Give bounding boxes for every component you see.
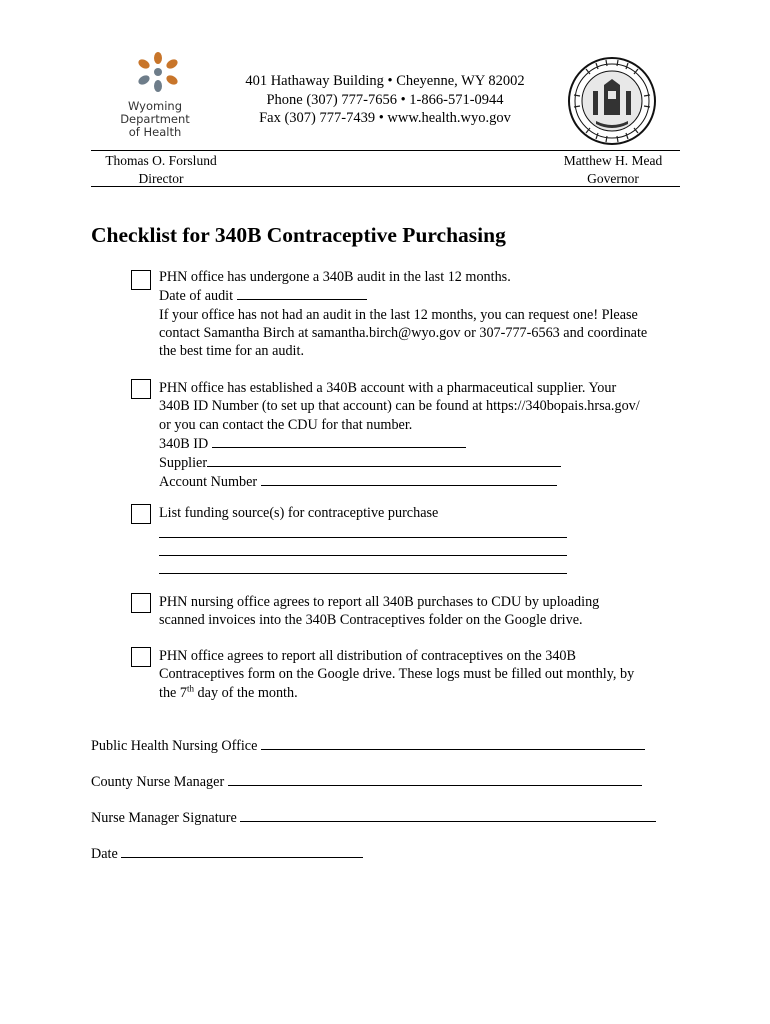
ordinal-suffix: th	[186, 682, 194, 693]
account-number-field[interactable]	[159, 472, 689, 491]
address-line: 401 Hathaway Building • Cheyenne, WY 82002	[245, 73, 525, 89]
340b-id-field[interactable]	[159, 434, 689, 453]
letterhead-top-rule	[91, 150, 680, 151]
page-title: Checklist for 340B Contraceptive Purchasing	[91, 223, 506, 247]
checklist-item-funding	[159, 504, 689, 577]
supplier-blank[interactable]	[207, 453, 561, 467]
funding-blank[interactable]	[159, 560, 567, 574]
date-label: Date	[91, 846, 122, 862]
funding-line-3[interactable]	[159, 559, 689, 577]
item-text: List funding source(s) for contraceptive purchase	[159, 505, 439, 521]
logo-text-line3: of Health	[128, 125, 182, 139]
report-distribution-checkbox[interactable]	[131, 647, 151, 667]
report-purchases-checkbox[interactable]	[131, 593, 151, 613]
director-block	[96, 152, 226, 188]
item-text: PHN office has established a 340B account with a pharmaceutical supplier. Your	[159, 380, 617, 396]
funding-line-2[interactable]	[159, 541, 689, 559]
audit-checkbox[interactable]	[131, 270, 151, 290]
funding-line-1[interactable]	[159, 522, 689, 540]
supplier-label: Supplier	[159, 455, 208, 472]
audit-date-field[interactable]	[159, 286, 689, 305]
director-title: Director	[138, 171, 184, 186]
supplier-field[interactable]	[159, 453, 689, 472]
office-field[interactable]	[91, 736, 645, 755]
checklist-item-account	[159, 379, 689, 492]
governor-name: Matthew H. Mead	[563, 153, 663, 168]
date-field[interactable]	[91, 844, 363, 863]
item-text: PHN nursing office agrees to report all 340B purchases to CDU by uploading	[159, 594, 600, 610]
letterhead-address	[200, 72, 570, 128]
account-checkbox[interactable]	[131, 379, 151, 399]
item-text: If your office has not had an audit in the last 12 months, you can request one! Please	[159, 306, 638, 323]
date-blank[interactable]	[121, 844, 363, 858]
audit-date-label: Date of audit	[159, 288, 237, 305]
state-seal-icon	[566, 55, 658, 147]
item-text: scanned invoices into the 340B Contraceptives folder on the Google drive.	[159, 612, 583, 629]
governor-block	[548, 152, 678, 188]
logo-text-line1: Wyoming	[128, 99, 182, 113]
item-text: PHN office has undergone a 340B audit in the last 12 months.	[159, 269, 511, 285]
funding-checkbox[interactable]	[131, 504, 151, 524]
wdh-logo-icon	[132, 50, 184, 92]
fax-web-line: Fax (307) 777-7439 • www.health.wyo.gov	[259, 110, 511, 126]
governor-title: Governor	[587, 171, 639, 186]
signature-label: Nurse Manager Signature	[91, 810, 241, 826]
checklist-item-report-purchases	[159, 593, 689, 630]
account-number-label: Account Number	[159, 474, 261, 491]
item-text: Contraceptives form on the Google drive. These logs must be filled out monthly, by	[159, 666, 635, 683]
checklist-item-report-distribution	[159, 647, 689, 702]
340b-id-blank[interactable]	[212, 434, 466, 448]
checklist-item-audit	[159, 268, 689, 360]
funding-blank[interactable]	[159, 542, 567, 556]
signature-blank[interactable]	[240, 808, 656, 822]
logo-text-line2: Department	[120, 112, 190, 126]
item-text-with-ordinal	[159, 684, 689, 702]
signature-field[interactable]	[91, 808, 656, 827]
manager-label: County Nurse Manager	[91, 774, 228, 790]
letterhead-bottom-rule	[91, 186, 680, 187]
item-text: the best time for an audit.	[159, 343, 304, 360]
manager-blank[interactable]	[228, 772, 642, 786]
item-text: PHN office agrees to report all distribution of contraceptives on the 340B	[159, 648, 576, 664]
director-name: Thomas O. Forslund	[105, 153, 217, 168]
account-number-blank[interactable]	[261, 472, 557, 486]
audit-date-blank[interactable]	[237, 286, 367, 300]
item-text: 340B ID Number (to set up that account) can be found at https://340bopais.hrsa.gov/	[159, 398, 640, 415]
text-pre: the 7	[159, 684, 187, 701]
340b-id-label: 340B ID	[159, 435, 212, 452]
item-text: or you can contact the CDU for that number.	[159, 416, 413, 433]
manager-field[interactable]	[91, 772, 642, 791]
funding-blank[interactable]	[159, 524, 567, 538]
item-text: contact Samantha Birch at samantha.birch@wyo.gov or 307-777-6563 and coordinate	[159, 324, 648, 341]
state-seal	[566, 55, 658, 152]
text-post: day of the month.	[194, 684, 298, 701]
office-blank[interactable]	[261, 736, 645, 750]
phone-line: Phone (307) 777-7656 • 1-866-571-0944	[266, 91, 504, 108]
office-label: Public Health Nursing Office	[91, 738, 261, 754]
